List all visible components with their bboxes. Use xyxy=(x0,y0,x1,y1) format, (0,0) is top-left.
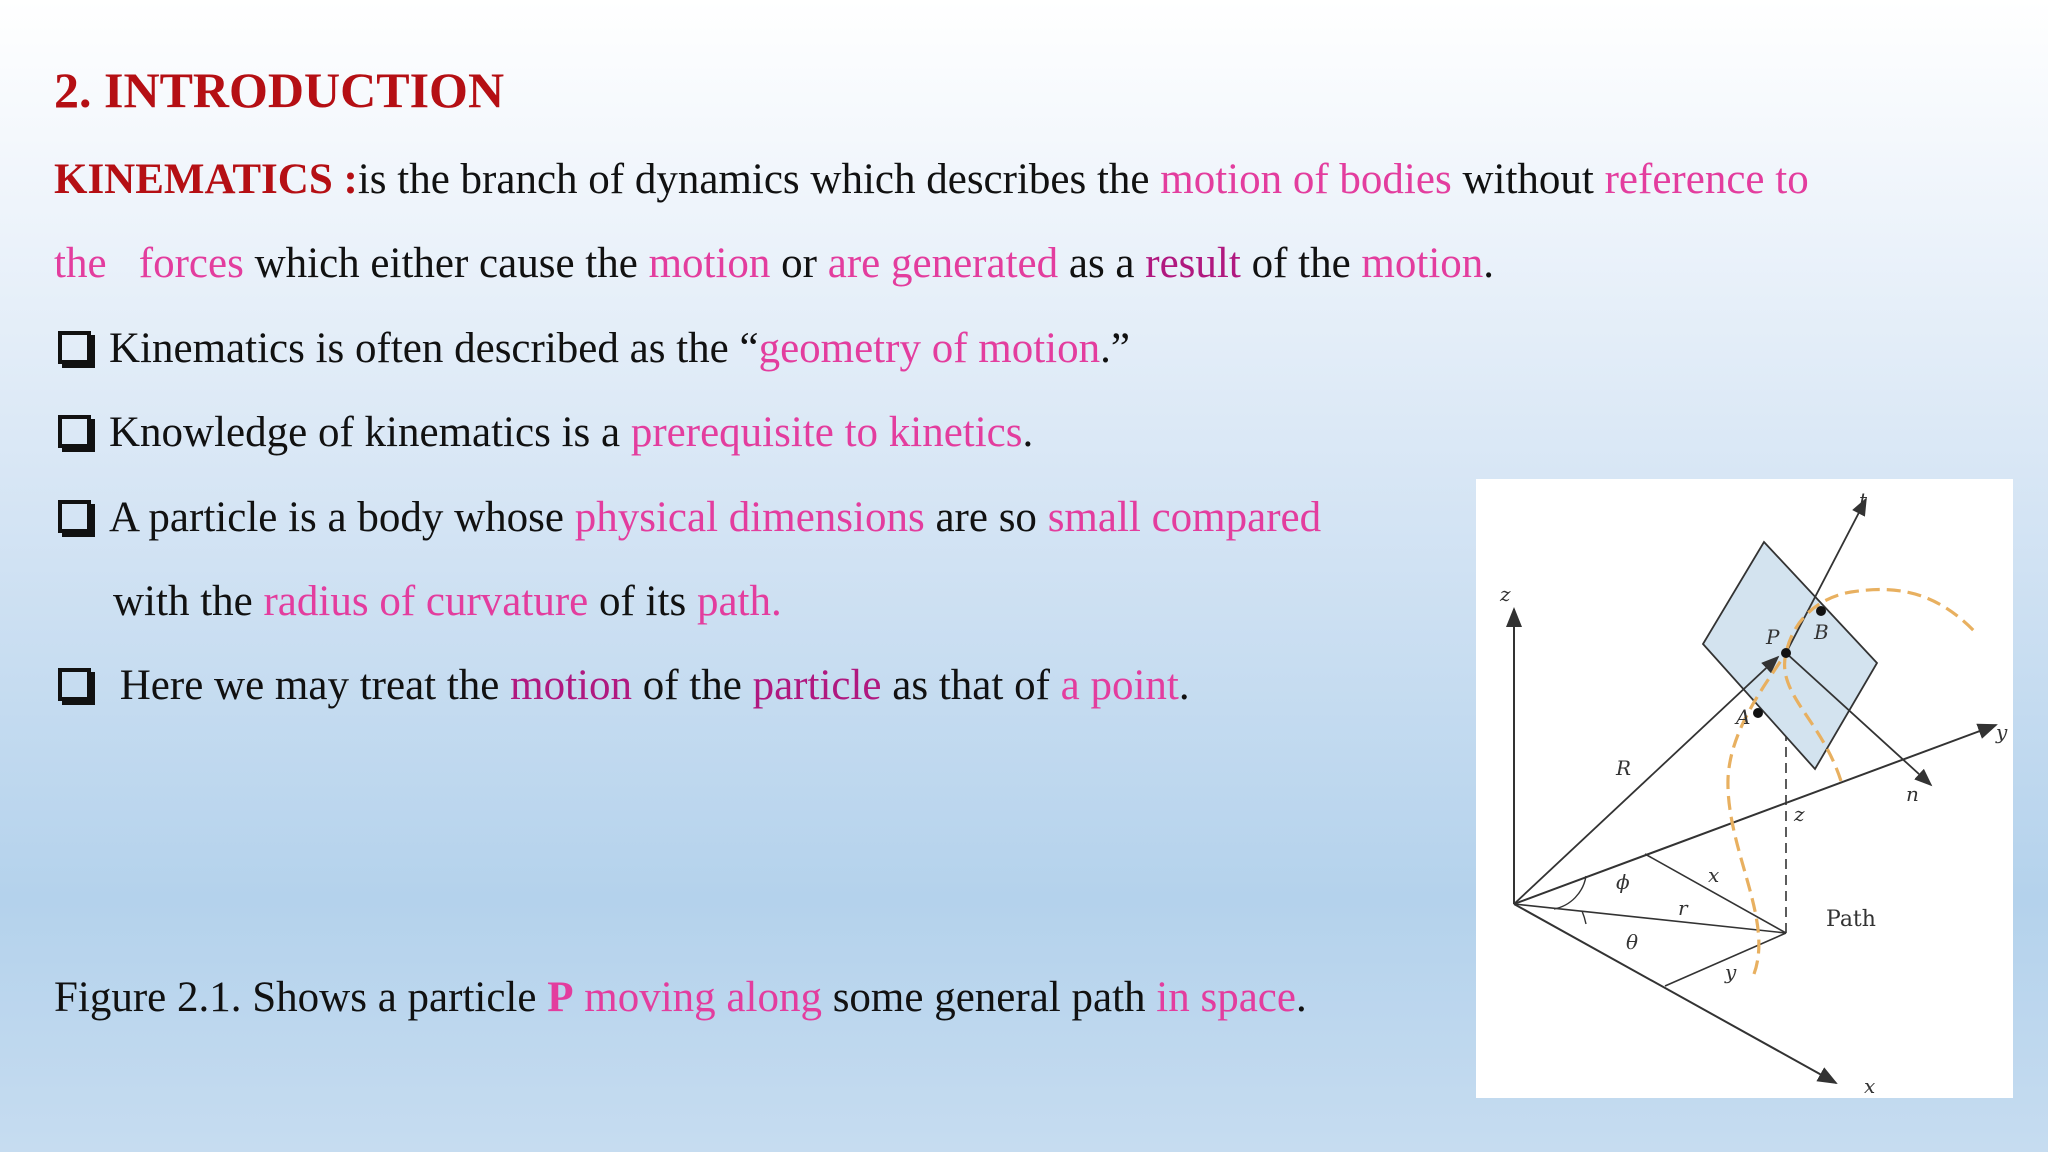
bullet-text: of its xyxy=(588,578,697,625)
caption-text: . xyxy=(1295,974,1307,1021)
highlight-text: the forces xyxy=(54,240,244,287)
x-axis-line xyxy=(1514,904,1836,1083)
definition-text: . xyxy=(1483,240,1495,287)
bullet-text: are so xyxy=(924,494,1048,541)
particle-path-figure xyxy=(1476,479,2013,1098)
highlight-text: small compared xyxy=(1047,494,1322,541)
bullet-item xyxy=(58,490,1321,546)
bullet-text: Here we may treat the xyxy=(109,662,511,709)
checkbox-bullet-icon xyxy=(58,500,91,533)
point-B-label: B xyxy=(1814,620,1829,644)
point-P-label: P xyxy=(1766,625,1780,649)
x-axis-label: x xyxy=(1864,1074,1876,1098)
definition-text: or xyxy=(770,240,828,287)
bullet-text: Kinematics is often described as the “ xyxy=(109,325,759,372)
highlight-text: motion xyxy=(510,662,632,709)
checkbox-bullet-icon xyxy=(58,331,91,364)
highlight-text: result xyxy=(1145,240,1241,287)
bullet-text: Knowledge of kinematics is a xyxy=(109,409,631,456)
definition-text: which either cause the xyxy=(243,240,649,287)
definition-text: is the branch of dynamics which describes the xyxy=(357,156,1161,203)
bullet-text: with the xyxy=(113,578,264,625)
phi-angle-arc xyxy=(1554,876,1586,909)
bullet-item xyxy=(58,321,1130,377)
definition-text: without xyxy=(1451,156,1605,203)
checkbox-bullet-icon xyxy=(58,668,91,701)
slide-title: 2. INTRODUCTION xyxy=(54,62,505,118)
highlight-text: path. xyxy=(696,578,782,625)
bullet-continuation xyxy=(113,574,782,630)
highlight-text: geometry of motion xyxy=(758,325,1101,372)
caption-text: some general path xyxy=(821,974,1157,1021)
highlight-text: prerequisite to kinetics xyxy=(630,409,1023,456)
highlight-text: motion xyxy=(1361,240,1484,287)
t-axis-label: t xyxy=(1859,488,1868,512)
y-coordinate-label: y xyxy=(1725,960,1737,984)
r-label: r xyxy=(1678,896,1688,920)
highlight-text: radius of curvature xyxy=(263,578,589,625)
definition-line-2 xyxy=(54,236,1494,292)
path-label: Path xyxy=(1826,907,1876,932)
bullet-text: . xyxy=(1178,662,1190,709)
bullet-item xyxy=(58,405,1033,461)
x-coordinate-label: x xyxy=(1708,863,1720,887)
point-A-marker xyxy=(1753,708,1763,718)
z-coordinate-label: z xyxy=(1794,802,1805,826)
highlight-text: reference to xyxy=(1604,156,1809,203)
highlight-text: P xyxy=(547,974,574,1021)
highlight-text: motion of bodies xyxy=(1160,156,1452,203)
point-B-marker xyxy=(1816,606,1826,616)
bullet-text: as that of xyxy=(881,662,1061,709)
R-label: R xyxy=(1616,756,1632,780)
point-A-label: A xyxy=(1736,705,1751,729)
definition-line-1 xyxy=(54,152,1809,208)
highlight-text: motion xyxy=(648,240,771,287)
definition-text: of the xyxy=(1240,240,1362,287)
point-P-marker xyxy=(1781,648,1791,658)
bullet-text: .” xyxy=(1100,325,1130,372)
highlight-text: a point xyxy=(1060,662,1179,709)
bullet-text: A particle is a body whose xyxy=(109,494,575,541)
kinematics-term: KINEMATICS : xyxy=(54,156,358,203)
position-vector-R xyxy=(1514,657,1778,904)
theta-angle-arc xyxy=(1582,911,1586,924)
bullet-text: of the xyxy=(631,662,753,709)
caption-text: Figure 2.1. Shows a particle xyxy=(54,974,548,1021)
figure-caption xyxy=(54,970,1307,1026)
definition-text: as a xyxy=(1058,240,1146,287)
highlight-text: particle xyxy=(752,662,882,709)
bullet-item xyxy=(58,658,1190,714)
y-axis-label: y xyxy=(1996,720,2008,744)
figure-diagram xyxy=(1476,479,2013,1098)
z-axis-label: z xyxy=(1500,582,1511,606)
highlight-text: are generated xyxy=(827,240,1059,287)
n-axis-label: n xyxy=(1906,782,1919,806)
checkbox-bullet-icon xyxy=(58,415,91,448)
caption-text xyxy=(574,974,585,1021)
bullet-text: . xyxy=(1022,409,1034,456)
highlight-text: physical dimensions xyxy=(574,494,925,541)
phi-label: ϕ xyxy=(1616,870,1630,894)
highlight-text: moving along xyxy=(584,974,822,1021)
theta-label: θ xyxy=(1626,930,1639,954)
highlight-text: in space xyxy=(1156,974,1296,1021)
